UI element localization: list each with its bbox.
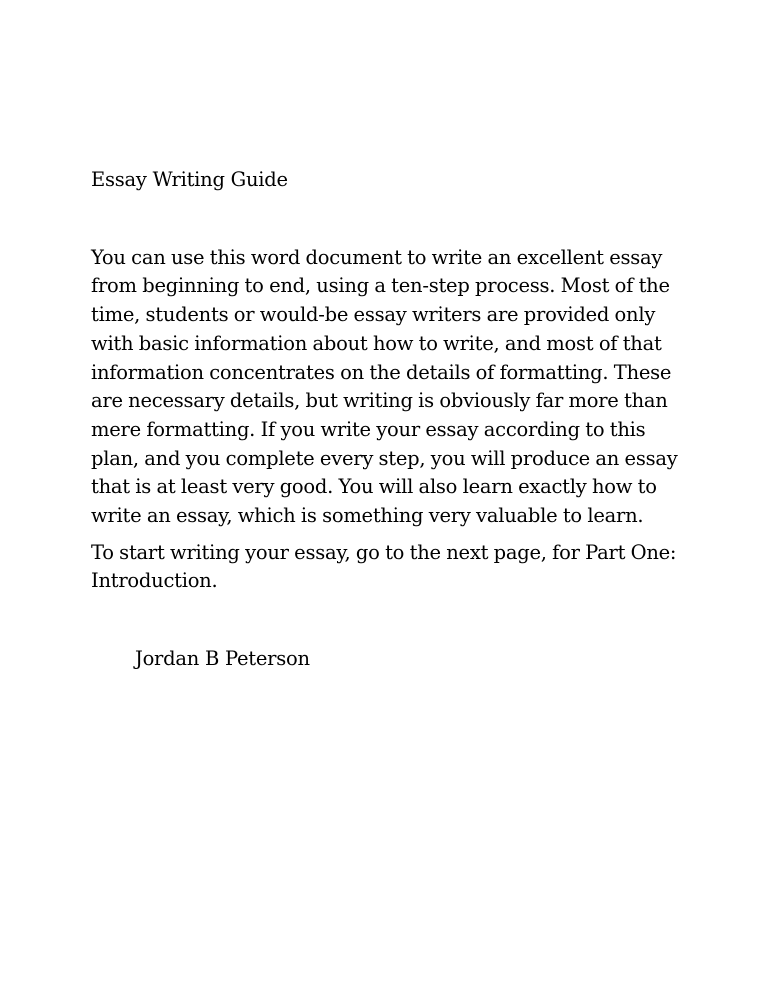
instruction-paragraph: To start writing your essay, go to the next page, for Part One: Introduction. (91, 540, 677, 593)
document-title: Essay Writing Guide (91, 168, 288, 191)
author-name: Jordan B Peterson (135, 647, 310, 671)
intro-paragraph: You can use this word document to write an excellent essay from beginning to end, using a ten-step process. Most of the time, students or would-be essay writers are provided only with basic information about how to write, and most of that information concentrates on the details of formatting. These are necessary details, but writing is obviously far more than mere formatting. If you write your essay according to this plan, and you complete every step, you will produce an essay that is at least very good. You will also learn exactly how to write an essay, which is something very valuable to learn. (91, 245, 678, 528)
document-body (91, 166, 691, 674)
